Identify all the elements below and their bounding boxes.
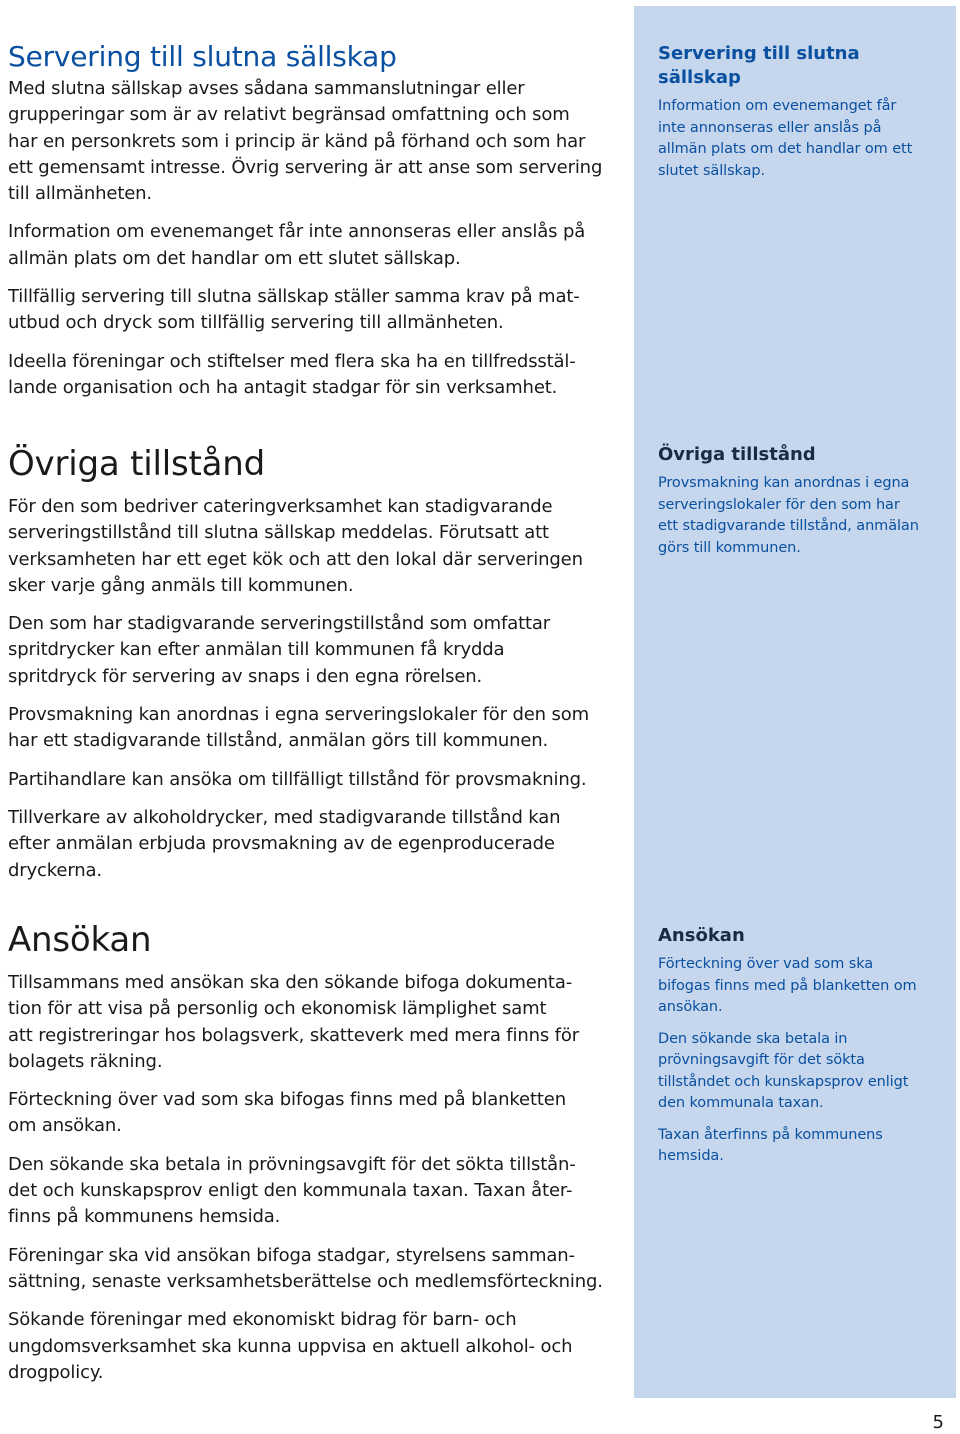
section-servering (8, 40, 620, 413)
sidebar-box-ovriga (658, 443, 944, 569)
page-number: 5 (932, 1412, 944, 1433)
paragraph: Tillverkare av alkoholdrycker, med stadigvarande tillstånd kan efter anmälan erbjuda provsmakning av de egenproducerade dryckerna. (8, 806, 561, 881)
paragraph: För den som bedriver cateringverksamhet kan stadigvarande serveringstillstånd till slutna sällskap meddelas. Förutsatt att verksamheten har ett eget kök och att den lokal där serveringen sker varje gång anmäls till kommunen. (8, 496, 583, 596)
section-ansokan (8, 920, 620, 1398)
paragraph: Tillfällig servering till slutna sällskap ställer samma krav på mat- utbud och dryck som tillfällig servering till allmänheten. (8, 286, 580, 334)
paragraph: Information om evenemanget får inte annonseras eller anslås på allmän plats om det handlar om ett slutet sällskap. (8, 221, 586, 269)
sidebar-paragraph: Förteckning över vad som ska bifogas finns med på blanketten om ansökan. (658, 956, 917, 1015)
paragraph: Den som har stadigvarande serveringstillstånd som omfattar spritdrycker kan efter anmälan till kommunen få krydda spritdryck för servering av snaps i den egna rörelsen. (8, 613, 551, 687)
paragraph: Provsmakning kan anordnas i egna serveringslokaler för den som har ett stadigvarande tillstånd, anmälan görs till kommunen. (8, 704, 589, 752)
paragraph: Den sökande ska betala in prövningsavgift för det sökta tillstån- det och kunskapsprov enligt den kommunala taxan. Taxan åter- finns på kommunens hemsida. (8, 1153, 576, 1228)
sidebar-box-servering (658, 42, 944, 192)
section-heading: Ansökan (8, 920, 152, 960)
paragraph: Ideella föreningar och stiftelser med flera ska ha en tillfredsstäl- lande organisation och ha antagit stadgar för sin verksamhet. (8, 350, 576, 398)
paragraph: Sökande föreningar med ekonomiskt bidrag för barn- och ungdomsverksamhet ska kunna uppvisa en aktuell alkohol- och drogpolicy. (8, 1309, 573, 1383)
section-heading: Övriga tillstånd (8, 444, 266, 484)
paragraph: Tillsammans med ansökan ska den sökande bifoga dokumenta- tion för att visa på personlig och ekonomisk lämplighet samt att registreringar hos bolagsverk, skatteverk med mera finns för bolagets räkning. (8, 972, 579, 1072)
section-heading: Servering till slutna sällskap (8, 40, 397, 73)
sidebar-paragraph: Information om evenemanget får inte annonseras eller anslås på allmän plats om det handlar om ett slutet sällskap. (658, 98, 913, 179)
sidebar-heading: Övriga tillstånd (658, 444, 816, 465)
sidebar-heading: Ansökan (658, 925, 745, 946)
sidebar (634, 6, 956, 1398)
paragraph: Med slutna sällskap avses sådana sammanslutningar eller grupperingar som är av relativt begränsad omfattning och som har en personkrets som i princip är känd på förhand och som har ett gemensamt intresse. Övrig servering är att anse som servering till allmänheten. (8, 78, 603, 205)
sidebar-box-ansokan (658, 924, 944, 1178)
section-ovriga-tillstand (8, 444, 620, 896)
paragraph: Förteckning över vad som ska bifogas finns med på blanketten om ansökan. (8, 1089, 566, 1137)
sidebar-heading: Servering till slutna sällskap (658, 43, 860, 88)
sidebar-paragraph: Provsmakning kan anordnas i egna serveringslokaler för den som har ett stadigvarande tillstånd, anmälan görs till kommunen. (658, 475, 919, 556)
sidebar-paragraph: Den sökande ska betala in prövningsavgift för det sökta tillståndet och kunskapsprov enligt den kommunala taxan. (658, 1030, 909, 1111)
paragraph: Partihandlare kan ansöka om tillfälligt tillstånd för provsmakning. (8, 768, 587, 790)
sidebar-paragraph: Taxan återfinns på kommunens hemsida. (658, 1126, 883, 1164)
paragraph: Föreningar ska vid ansökan bifoga stadgar, styrelsens samman- sättning, senaste verksamhetsberättelse och medlemsförteckning. (8, 1244, 603, 1292)
